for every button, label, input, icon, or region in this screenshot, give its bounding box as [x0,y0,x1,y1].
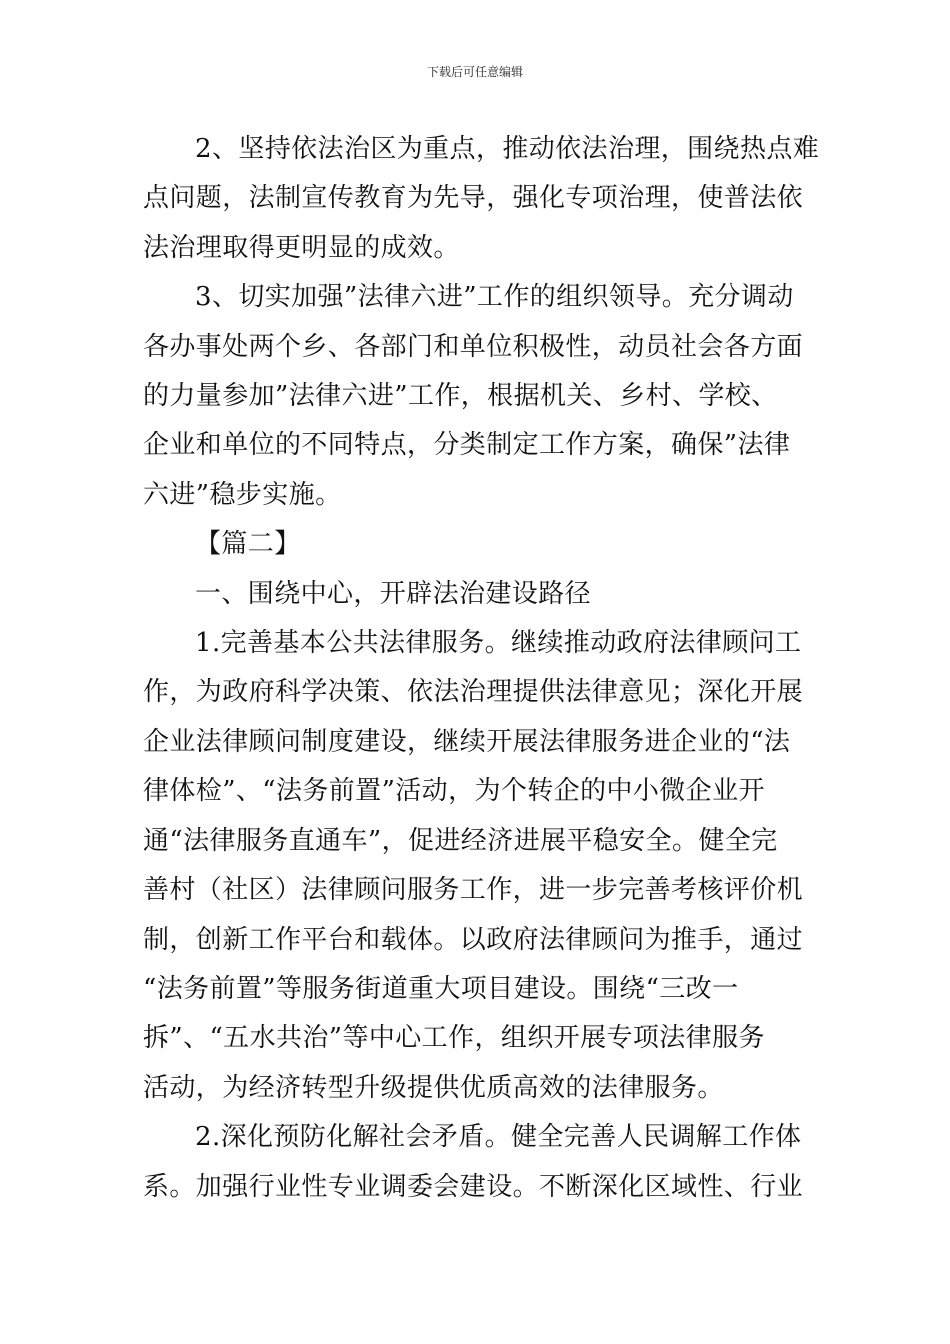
paragraph-line: 2.深化预防化解社会矛盾。健全完善人民调解工作体 [195,1122,802,1153]
paragraph-line: 善村（社区）法律顾问服务工作，进一步完善考核评价机 [143,875,804,906]
page-header: 下载后可任意编辑 [426,65,523,79]
paragraph-line: 系。加强行业性专业调委会建设。不断深化区域性、行业 [143,1171,804,1202]
paragraph-line: 点问题，法制宣传教育为先导，强化专项治理，使普法依 [143,183,804,214]
paragraph-line: 1.完善基本公共法律服务。继续推动政府法律顾问工 [195,628,802,659]
paragraph-1 [143,125,820,273]
paragraph-line: 3、切实加强”法律六进”工作的组织领导。充分调动 [195,282,794,313]
paragraph-line: 活动，为经济转型升级提供优质高效的法律服务。 [143,1072,724,1103]
paragraph-line: 企业和单位的不同特点，分类制定工作方案，确保”法律 [143,430,791,461]
paragraph-line: 通“法律服务直通车”，促进经济进展平稳安全。健全完 [143,825,778,856]
paragraph-line: 律体检”、“法务前置”活动，为个转企的中小微企业开 [143,776,765,807]
paragraph-2 [143,273,809,520]
section-heading-pian-er [143,520,809,569]
paragraph-line: 各办事处两个乡、各部门和单位积极性，动员社会各方面 [143,331,804,362]
paragraph-line: 法治理取得更明显的成效。 [143,232,460,263]
paragraph-line: 企业法律顾问制度建设，继续开展法律服务进企业的“法 [143,726,791,757]
subsection-heading-text: 一、围绕中心，开辟法治建设路径 [195,578,592,609]
paragraph-line: 作，为政府科学决策、依法治理提供法律意见；深化开展 [143,677,804,708]
paragraph-3 [143,619,809,1113]
subsection-heading [143,570,809,619]
section-heading-text: 【篇二】 [195,529,301,560]
paragraph-4 [143,1113,809,1212]
paragraph-line: 六进”稳步实施。 [143,479,342,510]
document-body [143,125,820,1212]
paragraph-line: 制，创新工作平台和载体。以政府法律顾问为推手，通过 [143,924,804,955]
paragraph-line: 2、坚持依法治区为重点，推动依法治理，围绕热点难 [195,134,820,164]
paragraph-line: 拆”、“五水共治”等中心工作，组织开展专项法律服务 [143,1023,765,1054]
paragraph-line: “法务前置”等服务街道重大项目建设。围绕“三改一 [143,973,739,1004]
paragraph-line: 的力量参加”法律六进”工作，根据机关、乡村、学校、 [143,381,778,412]
